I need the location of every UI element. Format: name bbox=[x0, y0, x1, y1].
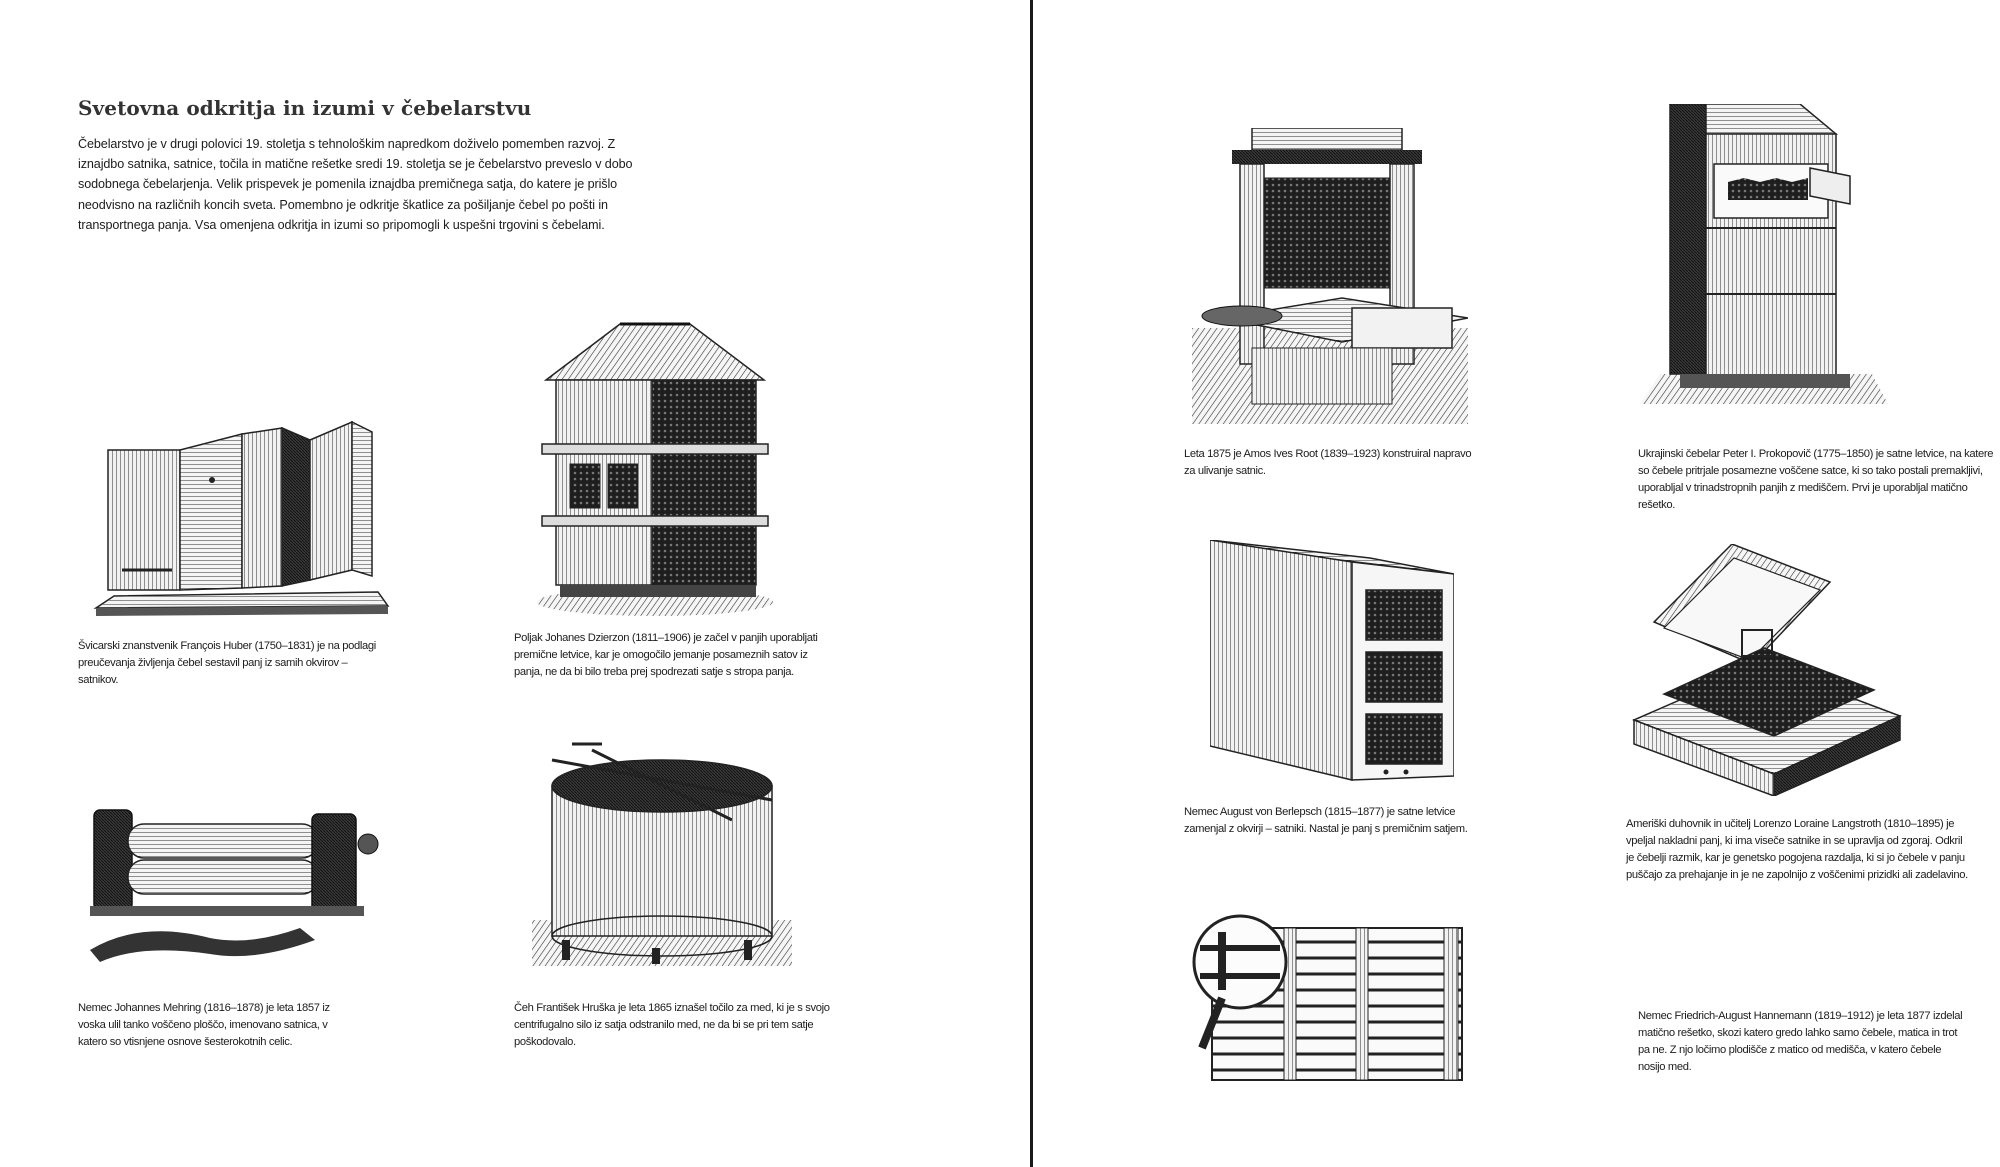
frame-hive-engraving-icon bbox=[92, 420, 394, 622]
caption-berlepsch: Nemec August von Berlepsch (1815–1877) je satne letvice zamenjal z okvirji – satniki. Nastal je panj s premičnim satjem. bbox=[1184, 806, 1468, 835]
tall-box-hive-engraving-icon bbox=[1640, 104, 1888, 424]
page-gutter bbox=[1030, 0, 1033, 1167]
honey-extractor-engraving-icon bbox=[532, 740, 792, 966]
frame-box-hive-engraving-icon bbox=[1210, 540, 1454, 786]
wax-roller-press-engraving-icon bbox=[80, 800, 380, 970]
caption-hannemann: Nemec Friedrich-August Hannemann (1819–1912) je leta 1877 izdelal matično rešetko, skozi katero gredo lahko samo čebele, matica in trot pa ne. Z njo ločimo plodišče z matico od medišča, v katero čebele nosijo med. bbox=[1638, 1010, 1963, 1073]
right-page bbox=[1034, 0, 2000, 1167]
pavilion-hive-engraving-icon bbox=[530, 320, 780, 620]
caption-mehring: Nemec Johannes Mehring (1816–1878) je leta 1857 iz voska ulil tanko voščeno ploščo, imenovano satnica, v katero so vtisnjene osnove šesterokotnih celic. bbox=[78, 1002, 330, 1048]
page-title: Svetovna odkritja in izumi v čebelarstvu bbox=[78, 96, 532, 120]
intro-paragraph: Čebelarstvo je v drugi polovici 19. stoletja s tehnološkim napredkom doživelo pomemben razvoj. Z iznajdbo satnika, satnice, točila in matične rešetke sredi 19. stoletja se je čebelarstvo preveslo v dobo sodobnega čebelarjenja. Velik prispevek je pomenila iznajdba premičnega satja, do katere je prišlo neodvisno na različnih koncih sveta. Pomembno je odkritje škatlice za pošiljanje čebel po pošti in transportnega panja. Vsa omenjena odkritja in izumi so pripomogli k uspešni trgovini s čebelami. bbox=[78, 137, 633, 232]
caption-root: Leta 1875 je Amos Ives Root (1839–1923) konstruiral napravo za ulivanje satnic. bbox=[1184, 448, 1472, 477]
caption-dzierzon: Poljak Johanes Dzierzon (1811–1906) je začel v panjih uporabljati premične letvice, kar je omogočilo jemanje posameznih satov iz panja, ne da bi bilo treba prej spodrezati satje s stropa panja. bbox=[514, 632, 818, 678]
caption-hruska: Čeh František Hruška je leta 1865 iznašel točilo za med, ki je s svojo centrifugalno silo iz satja odstranilo med, ne da bi se pri tem satje poškodovalo. bbox=[514, 1002, 830, 1048]
open-lid-hive-engraving-icon bbox=[1624, 544, 1910, 796]
caption-prokopovic: Ukrajinski čebelar Peter I. Prokopovič (1775–1850) je satne letvice, na katere so čebele pritrjale posamezne voščene satce, ki so tako postali premakljivi, uporabljal v trinadstropnih panjih z mediščem. Prvi je uporabljal matično rešetko. bbox=[1638, 448, 1994, 511]
caption-huber: Švicarski znanstvenik François Huber (1750–1831) je na podlagi preučevanja življenja čebel sestavil panj iz samih okvirov – satnikov. bbox=[78, 640, 376, 686]
queen-excluder-engraving-icon bbox=[1192, 898, 1468, 1084]
caption-langstroth: Ameriški duhovnik in učitelj Lorenzo Loraine Langstroth (1810–1895) je vpeljal nakladni panj, ki ima viseče satnike in se upravlja od zgoraj. Odkril je čebelji razmik, kar je genetsko pogojena razdalja, ki si jo čebele v panju puščajo za prehajanje in je ne zapolnijo z voščenimi prizidki ali zadelavino. bbox=[1626, 818, 1968, 881]
foundation-mill-engraving-icon bbox=[1192, 128, 1468, 424]
